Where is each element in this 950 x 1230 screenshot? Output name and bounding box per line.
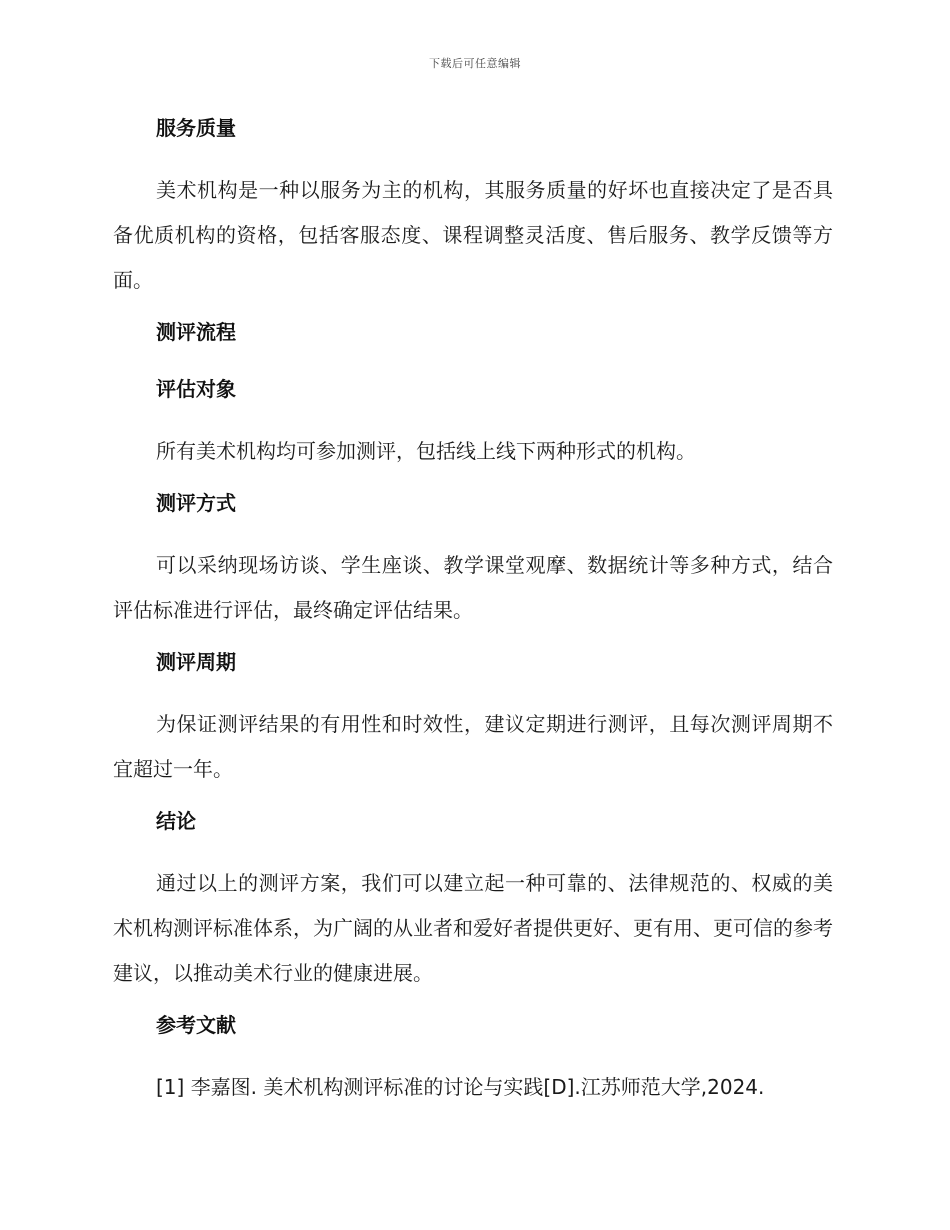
paragraph-target: 所有美术机构均可参加测评，包括线上线下两种形式的机构。 bbox=[156, 439, 696, 463]
heading-method: 测评方式 bbox=[156, 491, 236, 515]
heading-conclusion: 结论 bbox=[156, 809, 196, 833]
paragraph-conclusion: 通过以上的测评方案，我们可以建立起一种可靠的、法律规范的、权威的美术机构测评标准体系，为广阔的从业者和爱好者提供更好、更有用、更可信的参考建议，以推动美术行业的健康进展。 bbox=[113, 871, 833, 985]
heading-service-quality: 服务质量 bbox=[156, 116, 236, 140]
paragraph-cycle: 为保证测评结果的有用性和时效性，建议定期进行测评，且每次测评周期不宜超过一年。 bbox=[113, 712, 833, 781]
page-header-note: 下载后可任意编辑 bbox=[429, 57, 521, 70]
paragraph-method: 可以采纳现场访谈、学生座谈、教学课堂观摩、数据统计等多种方式，结合评估标准进行评估，最终确定评估结果。 bbox=[113, 553, 833, 622]
paragraph-service-quality: 美术机构是一种以服务为主的机构，其服务质量的好坏也直接决定了是否具备优质机构的资格，包括客服态度、课程调整灵活度、售后服务、教学反馈等方面。 bbox=[113, 178, 833, 292]
document-body bbox=[113, 111, 833, 1122]
heading-target: 评估对象 bbox=[156, 377, 236, 401]
heading-process: 测评流程 bbox=[156, 320, 236, 344]
heading-references: 参考文献 bbox=[156, 1013, 236, 1037]
heading-cycle: 测评周期 bbox=[156, 650, 236, 674]
reference-item: [1] 李嘉图. 美术机构测评标准的讨论与实践[D].江苏师范大学,2024. bbox=[156, 1075, 765, 1099]
